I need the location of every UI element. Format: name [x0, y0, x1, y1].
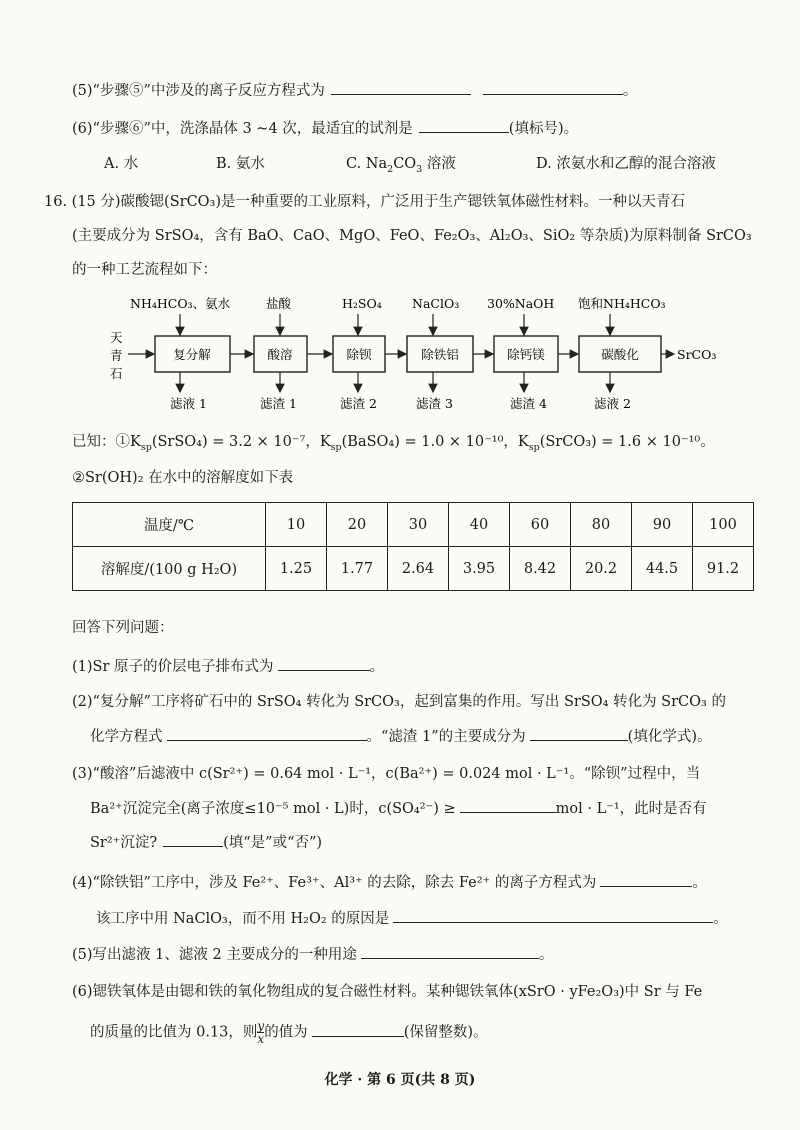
- q16-part6-end: (保留整数)。: [403, 1024, 488, 1041]
- process-flow-diagram: [100, 290, 740, 418]
- option-d[interactable]: D. 浓氨水和乙醇的混合溶液: [536, 156, 716, 172]
- table-cell: 40: [449, 503, 510, 547]
- table-cell: 20: [327, 503, 388, 547]
- answer-blank[interactable]: [331, 80, 471, 95]
- q16-part6-line1: (6)锶铁氧体是由锶和铁的氧化物组成的复合磁性材料。某种锶铁氧体(xSrO · yFe₂O₃)中 Sr 与 Fe: [72, 984, 703, 1000]
- flow-reagent: NH₄HCO₃、氨水: [130, 296, 231, 311]
- flow-product: SrCO₃: [677, 347, 717, 362]
- q16-part3-text2: )时，c(SO₄²⁻) ≥: [343, 801, 456, 817]
- table-cell: 3.95: [449, 547, 510, 591]
- flow-step-name: 复分解: [173, 347, 211, 362]
- fraction-denominator: x: [257, 1032, 265, 1046]
- table-cell: 91.2: [693, 547, 754, 591]
- q15-part6: [72, 118, 792, 139]
- option-c-rest: CO: [393, 156, 417, 172]
- answer-blank[interactable]: [530, 726, 628, 741]
- table-cell: 90: [632, 503, 693, 547]
- q16-intro-1: 16. (15 分)碳酸锶(SrCO₃)是一种重要的工业原料，广泛用于生产锶铁氧体磁性材料。一种以天青石: [44, 194, 686, 210]
- table-cell: 1.77: [327, 547, 388, 591]
- answer-blank[interactable]: [361, 944, 539, 959]
- q16-known-solubility: ②Sr(OH)₂ 在水中的溶解度如下表: [72, 470, 294, 486]
- option-c-tail: 溶液: [422, 156, 456, 172]
- table-cell: 10: [266, 503, 327, 547]
- page-footer: 化学 · 第 6 页(共 8 页): [324, 1072, 476, 1088]
- table-cell: 30: [388, 503, 449, 547]
- option-b[interactable]: B. 氨水: [216, 156, 265, 172]
- option-c-label: C. Na: [346, 156, 388, 172]
- option-c-sub2: 3: [416, 163, 423, 175]
- q16-part2-line2: [90, 726, 800, 747]
- flow-waste: 滤液 2: [594, 396, 631, 411]
- ksp-srso4: (SrSO₄) = 3.2 × 10⁻⁷，K: [151, 434, 331, 450]
- ksp-label: 已知：①K: [72, 434, 141, 450]
- answer-blank[interactable]: [483, 80, 623, 95]
- q16-part4-text: (4)“除铁铝”工序中，涉及 Fe²⁺、Fe³⁺、Al³⁺ 的去除，除去 Fe²⁺ 的离子方程式为: [72, 875, 597, 891]
- q16-part1-end: 。: [369, 659, 385, 675]
- table-header: 温度/℃: [73, 503, 266, 547]
- fraction-numerator: y: [257, 1019, 265, 1033]
- table-cell: 8.42: [510, 547, 571, 591]
- q15-part5-text: (5)“步骤⑤”中涉及的离子反应方程式为: [72, 83, 325, 99]
- option-c-sub: 2: [387, 163, 394, 175]
- ksp-baso4: (BaSO₄) = 1.0 × 10⁻¹⁰，K: [341, 434, 529, 450]
- q16-known-ksp: [72, 432, 800, 452]
- flow-waste: 滤渣 2: [340, 396, 377, 411]
- answer-blank[interactable]: [600, 872, 692, 887]
- flow-reagent: NaClO₃: [412, 296, 460, 311]
- q16-part6-line2: [90, 1020, 800, 1045]
- answer-blank[interactable]: [393, 908, 713, 923]
- q16-part3-line2: [90, 798, 800, 819]
- flow-step-name: 除钡: [346, 347, 372, 362]
- q16-part3-text: Ba²⁺沉淀完全(离子浓度≤10⁻⁵ mol · L: [90, 801, 344, 817]
- q16-part4-text2: 该工序中用 NaClO₃，而不用 H₂O₂ 的原因是: [96, 911, 390, 927]
- q15-part6-text: (6)“步骤⑥”中，洗涤晶体 3 ~4 次，最适宜的试剂是: [72, 121, 413, 137]
- answer-blank[interactable]: [163, 832, 223, 847]
- flow-reagent: 饱和NH₄HCO₃: [578, 296, 666, 311]
- table-cell: 20.2: [571, 547, 632, 591]
- q16-part3-text3: mol · L⁻¹，此时是否有: [555, 801, 707, 817]
- ksp-sub: sp: [528, 441, 540, 453]
- q16-part3-text4: Sr²⁺沉淀?: [90, 835, 158, 851]
- q15-part5-end: 。: [622, 83, 638, 99]
- q16-part2-text2: 。“滤渣 1”的主要成分为: [366, 729, 526, 745]
- q16-intro-2: (主要成分为 SrSO₄，含有 BaO、CaO、MgO、FeO、Fe₂O₃、Al₂O₃、SiO₂ 等杂质)为原料制备 SrCO₃: [72, 228, 752, 244]
- solubility-table: [72, 502, 754, 591]
- answer-blank[interactable]: [278, 656, 370, 671]
- table-row: [73, 503, 754, 547]
- flow-reagent: H₂SO₄: [342, 296, 382, 311]
- q16-part3-end: (填“是”或“否”): [223, 835, 323, 851]
- answer-blank[interactable]: [419, 118, 509, 133]
- table-cell: 60: [510, 503, 571, 547]
- q16-part1-text: (1)Sr 原子的价层电子排布式为: [72, 659, 274, 675]
- flow-waste: 滤渣 3: [416, 396, 453, 411]
- answer-blank[interactable]: [167, 726, 367, 741]
- flow-reagent: 30%NaOH: [487, 296, 555, 311]
- flow-waste: 滤液 1: [170, 396, 207, 411]
- table-cell: 80: [571, 503, 632, 547]
- ksp-sub: sp: [140, 441, 152, 453]
- q16-part4-end2: 。: [713, 911, 728, 927]
- q16-part2-end: (填化学式)。: [627, 729, 712, 745]
- table-cell: 2.64: [388, 547, 449, 591]
- flow-reagent: 盐酸: [266, 296, 292, 311]
- answer-blank[interactable]: [312, 1022, 404, 1037]
- table-cell: 100: [693, 503, 754, 547]
- q16-part4-line2: [96, 908, 800, 929]
- q16-part6-text2: 的值为: [264, 1024, 308, 1041]
- q16-part4-line1: [72, 872, 800, 893]
- table-header: 溶解度/(100 g H₂O): [73, 547, 266, 591]
- table-row: [73, 547, 754, 591]
- q16-part6-text: 的质量的比值为 0.13，则: [90, 1024, 258, 1041]
- q16-part5: [72, 944, 800, 965]
- flow-step-name: 除铁铝: [421, 347, 459, 362]
- flow-start-char: 青: [110, 348, 123, 363]
- table-cell: 44.5: [632, 547, 693, 591]
- q15-part5: [72, 80, 792, 101]
- flow-step-name: 碳酸化: [601, 347, 639, 362]
- answer-prompt: 回答下列问题：: [72, 620, 174, 636]
- ksp-sub: sp: [330, 441, 342, 453]
- option-c[interactable]: [346, 154, 456, 174]
- q16-part5-text: (5)写出滤液 1、滤液 2 主要成分的一种用途: [72, 947, 357, 963]
- flow-step-name: 酸溶: [267, 347, 293, 362]
- q16-part4-end: 。: [692, 875, 707, 891]
- flow-start-char: 石: [110, 366, 123, 381]
- q15-part6-end: (填标号)。: [508, 121, 579, 137]
- q16-part2-line1: (2)“复分解”工序将矿石中的 SrSO₄ 转化为 SrCO₃，起到富集的作用。写出 SrSO₄ 转化为 SrCO₃ 的: [72, 694, 726, 710]
- flow-waste: 滤渣 1: [260, 396, 297, 411]
- q16-intro-3: 的一种工艺流程如下：: [72, 262, 217, 278]
- q16-part3-line3: [90, 832, 800, 853]
- option-a[interactable]: A. 水: [104, 156, 139, 172]
- flow-waste: 滤渣 4: [510, 396, 547, 411]
- q16-part5-end: 。: [538, 947, 554, 963]
- q16-part1: [72, 656, 800, 677]
- answer-blank[interactable]: [460, 798, 556, 813]
- table-cell: 1.25: [266, 547, 327, 591]
- q16-part2-text: 化学方程式: [90, 729, 163, 745]
- q16-part3-line1: (3)“酸溶”后滤液中 c(Sr²⁺) = 0.64 mol · L⁻¹，c(Ba²⁺) = 0.024 mol · L⁻¹。“除钡”过程中，当: [72, 766, 701, 782]
- flow-step-name: 除钙镁: [507, 347, 545, 362]
- ksp-srco3: (SrCO₃) = 1.6 × 10⁻¹⁰。: [539, 434, 715, 450]
- flow-start-char: 天: [110, 330, 123, 345]
